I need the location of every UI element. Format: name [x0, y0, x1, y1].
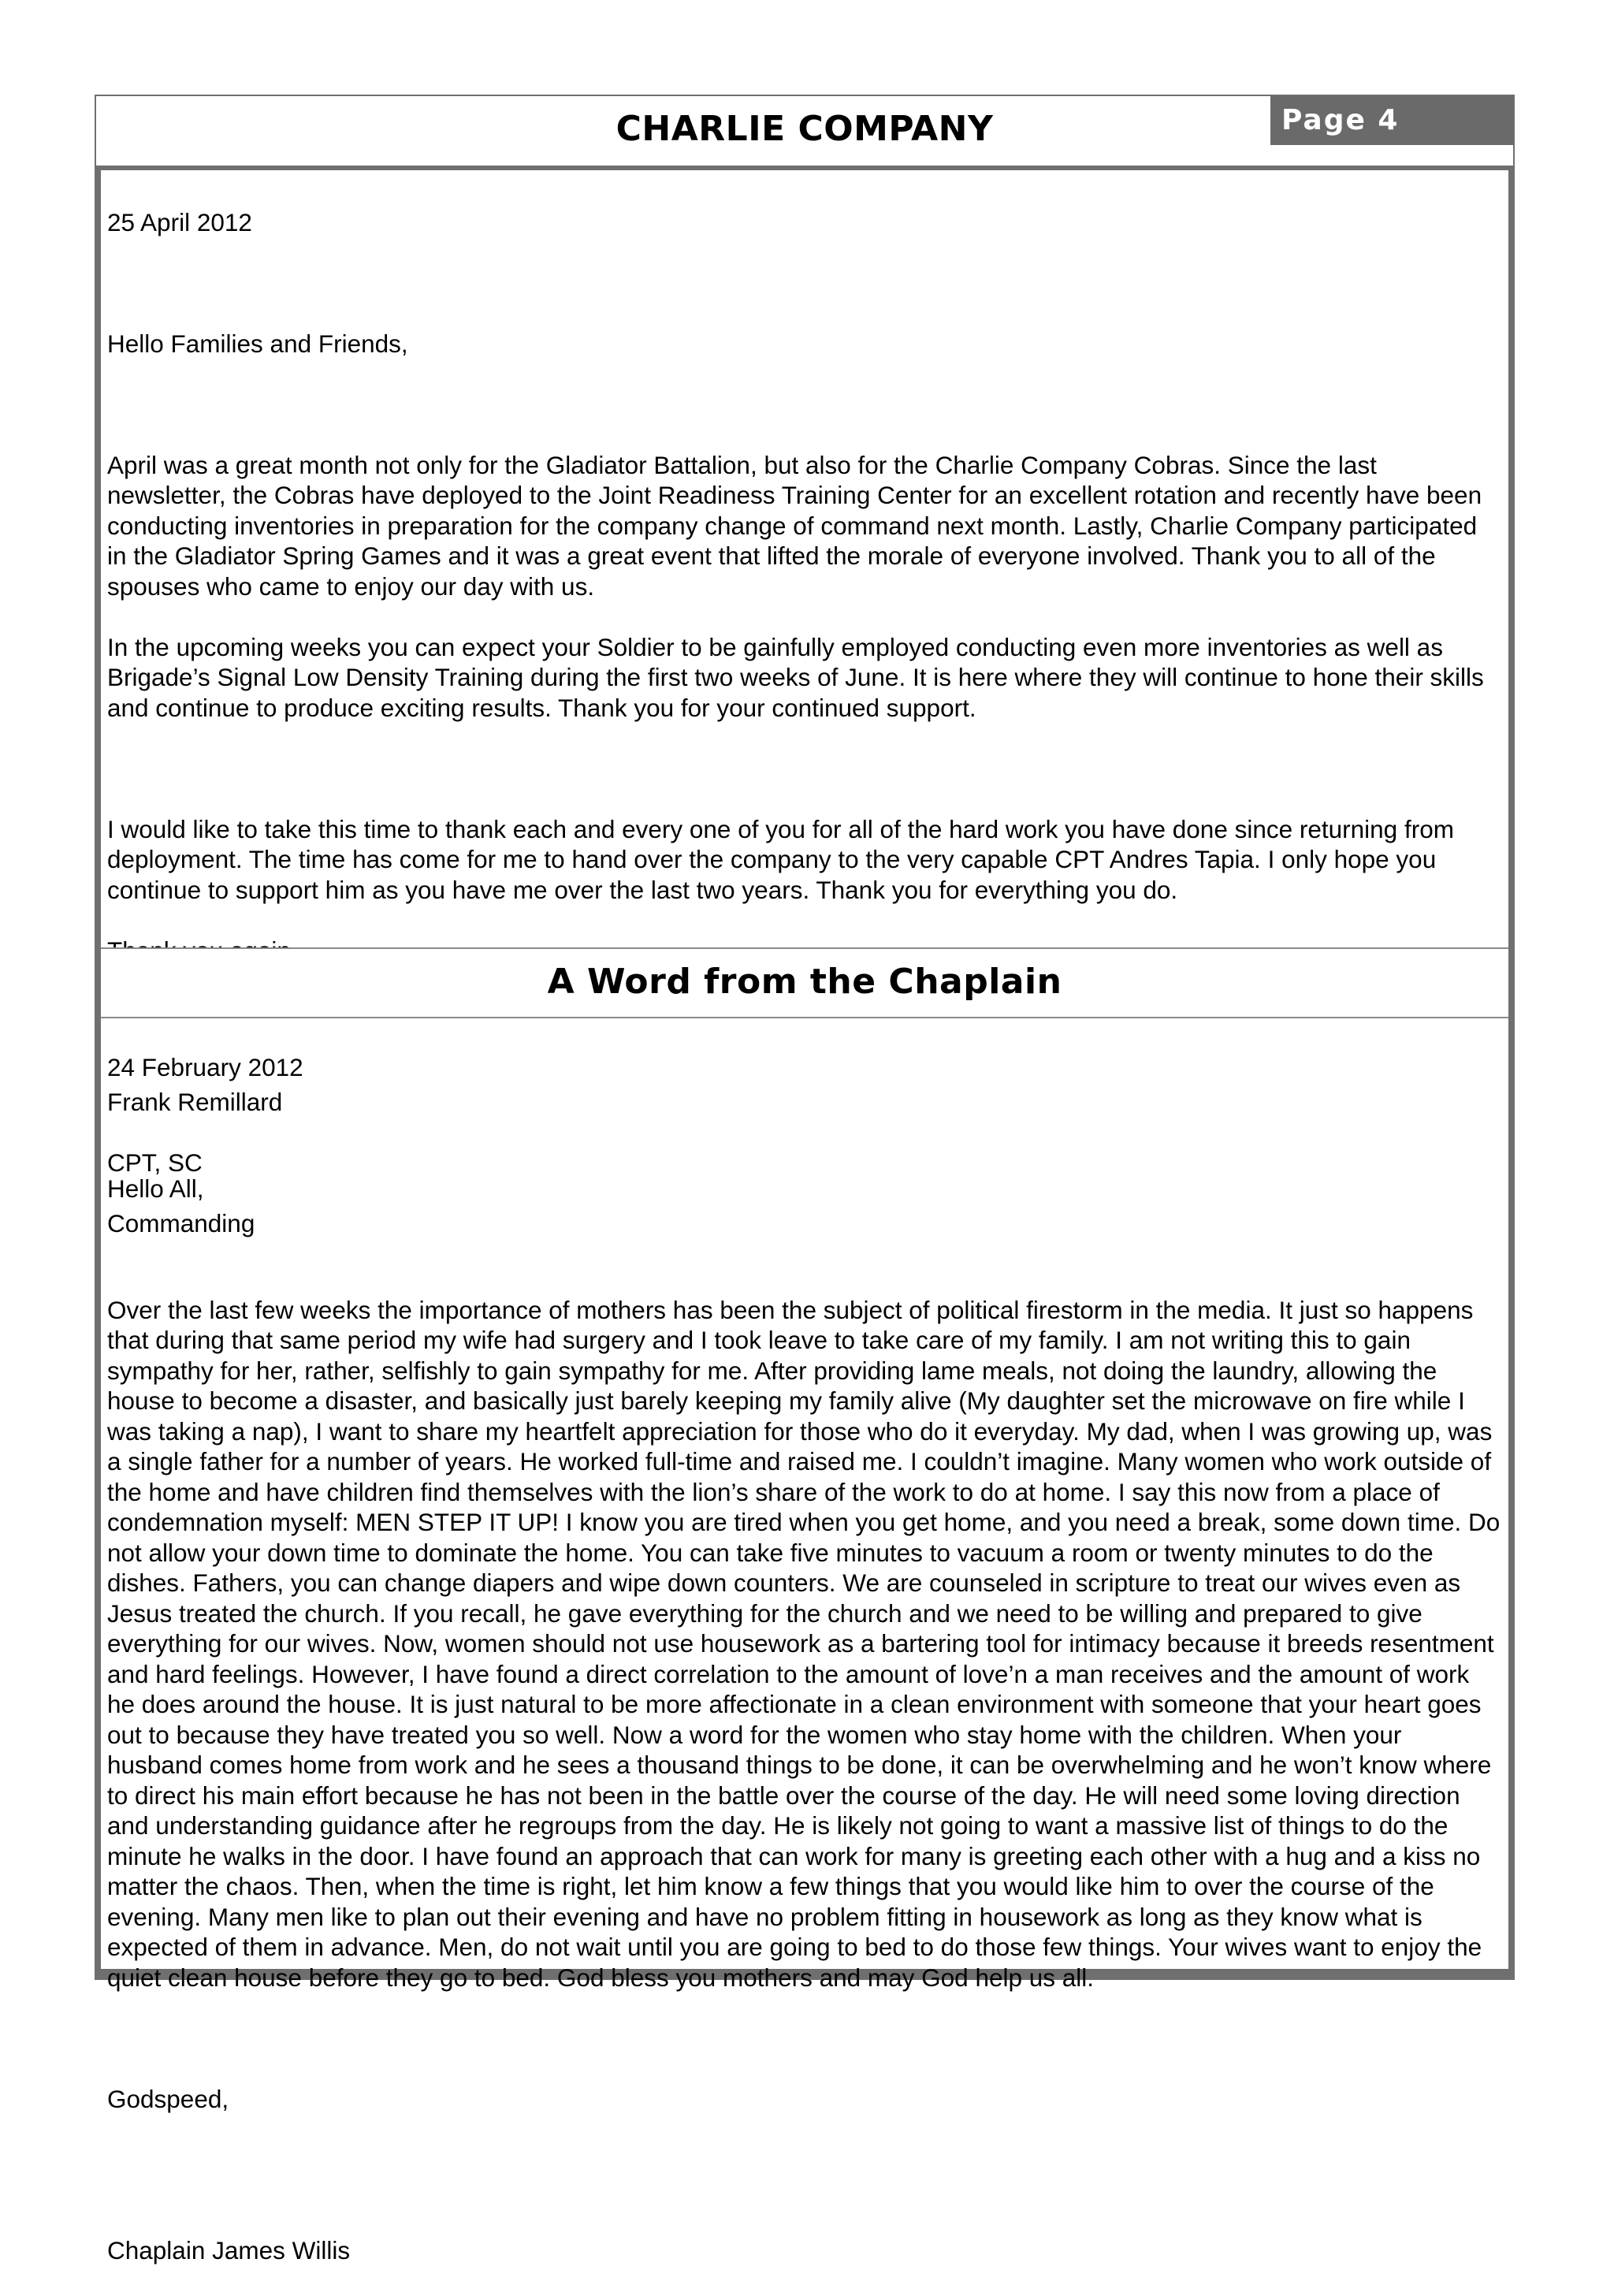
section-header [96, 96, 1513, 170]
signature-rank: CPT, SC [107, 1148, 203, 1177]
chaplain-date: 24 February 2012 [107, 1052, 303, 1081]
chaplain-heading: A Word from the Chaplain [547, 962, 1062, 1002]
chaplain-body: Over the last few weeks the importance of mothers has been the subject of political firestorm in the media. It just so happens that during that same period my wife had surgery and I took leave to take care of my family. I am not writing this to gain sympathy for her, rather, selfishly to gain sympathy for me. After providing lame meals, not doing the laundry, allowing the house to become a disaster, and basically just barely keeping my family alive (My daughter set the microwave on fire while I was taking a nap), I want to share my heartfelt appreciation for those who do it everyday. My dad, when I was growing up, was a single father for a number of years. He worked full-time and raised me. I couldn’t imagine. Many women who work outside of the home and have children find themselves with the lion’s share of the work to do at home. I say this now from a place of condemnation myself: MEN STEP IT UP! I know you are tired when you get home, and you need a break, some down time. Do not allow your down time to dominate the home. You can take five minutes to vacuum a room or twenty minutes to do the dishes. Fathers, you can change diapers and wipe down counters. We are counseled in scripture to treat our wives even as Jesus treated the church. If you recall, he gave everything for the church and we need to be willing and prepared to give everything for our wives. Now, women should not use housework as a bartering tool for intimacy because it breeds resentment and hard feelings. However, I have found a direct correlation to the amount of love’n a man receives and the amount of work he does around the house. It is just natural to be more affectionate in a clean environment with someone that your heart goes out to because they have treated you so well. Now a word for the women who stay home with the children. When your husband comes home from work and he sees a thousand things to be done, it can be overwhelming and he won’t know where to direct his main effort because he has not been in the battle over the course of the day. He will need some loving direction and understanding guidance after he regroups from the day. He is likely not going to want a massive list of things to do the minute he walks in the door. I have found an approach that can work for many is greeting each other with a hug and a kiss no matter the chaos. Then, when the time is right, let him know a few things that you would like him to over the course of the evening. Many men like to plan out their evening and have no problem fitting in housework as long as they know what is expected of them in advance. Men, do not wait until you are going to bed to do those few things. Your wives want to enjoy the quiet clean house before they go to bed. God bless you mothers and may God help us all. [107, 1295, 1501, 1992]
page-number-badge: Page 4 [1270, 96, 1513, 145]
signature-title: Commanding [107, 1209, 255, 1237]
chaplain-heading-band [101, 947, 1508, 1018]
letter-paragraph-1: April was a great month not only for the Gladiator Battalion, but also for the Charlie Company Cobras. Since the last newsletter, the Cobras have deployed to the Joint Readiness Training Center for an excellent rotation and recently have been conducting inventories in preparation for the company change of command next month. Lastly, Charlie Company participated in the Gladiator Spring Games and it was a great event that lifted the morale of everyone involved. Thank you to all of the spouses who came to enjoy our day with us. [107, 450, 1482, 601]
signature-name: Frank Remillard [107, 1088, 283, 1116]
newsletter-page-frame [95, 95, 1515, 2264]
letter-date: 25 April 2012 [107, 207, 252, 236]
letter-paragraph-3: I would like to take this time to thank each and every one of you for all of the hard work you have done since returning from deployment. The time has come for me to hand over the company to the very capable CPT Andres Tapia. I only hope you continue to support him as you have me over the last two years. Thank you for everything you do. [107, 814, 1454, 904]
letter-greeting: Hello Families and Friends, [107, 329, 408, 358]
letter-paragraph-2: In the upcoming weeks you can expect your Soldier to be gainfully employed conducting even more inventories as well as Brigade’s Signal Low Density Training during the first two weeks of June. It is here where they will continue to hone their skills and continue to produce exciting results. Thank you for your continued support. [107, 632, 1484, 722]
chaplain-signature: Chaplain James Willis [107, 2236, 351, 2264]
chaplain-letter [107, 1021, 1502, 2296]
chaplain-greeting: Hello All, [107, 1174, 204, 1203]
chaplain-closing: Godspeed, [107, 2084, 229, 2113]
page-title: CHARLIE COMPANY [615, 109, 994, 149]
content-box [96, 170, 1513, 2264]
